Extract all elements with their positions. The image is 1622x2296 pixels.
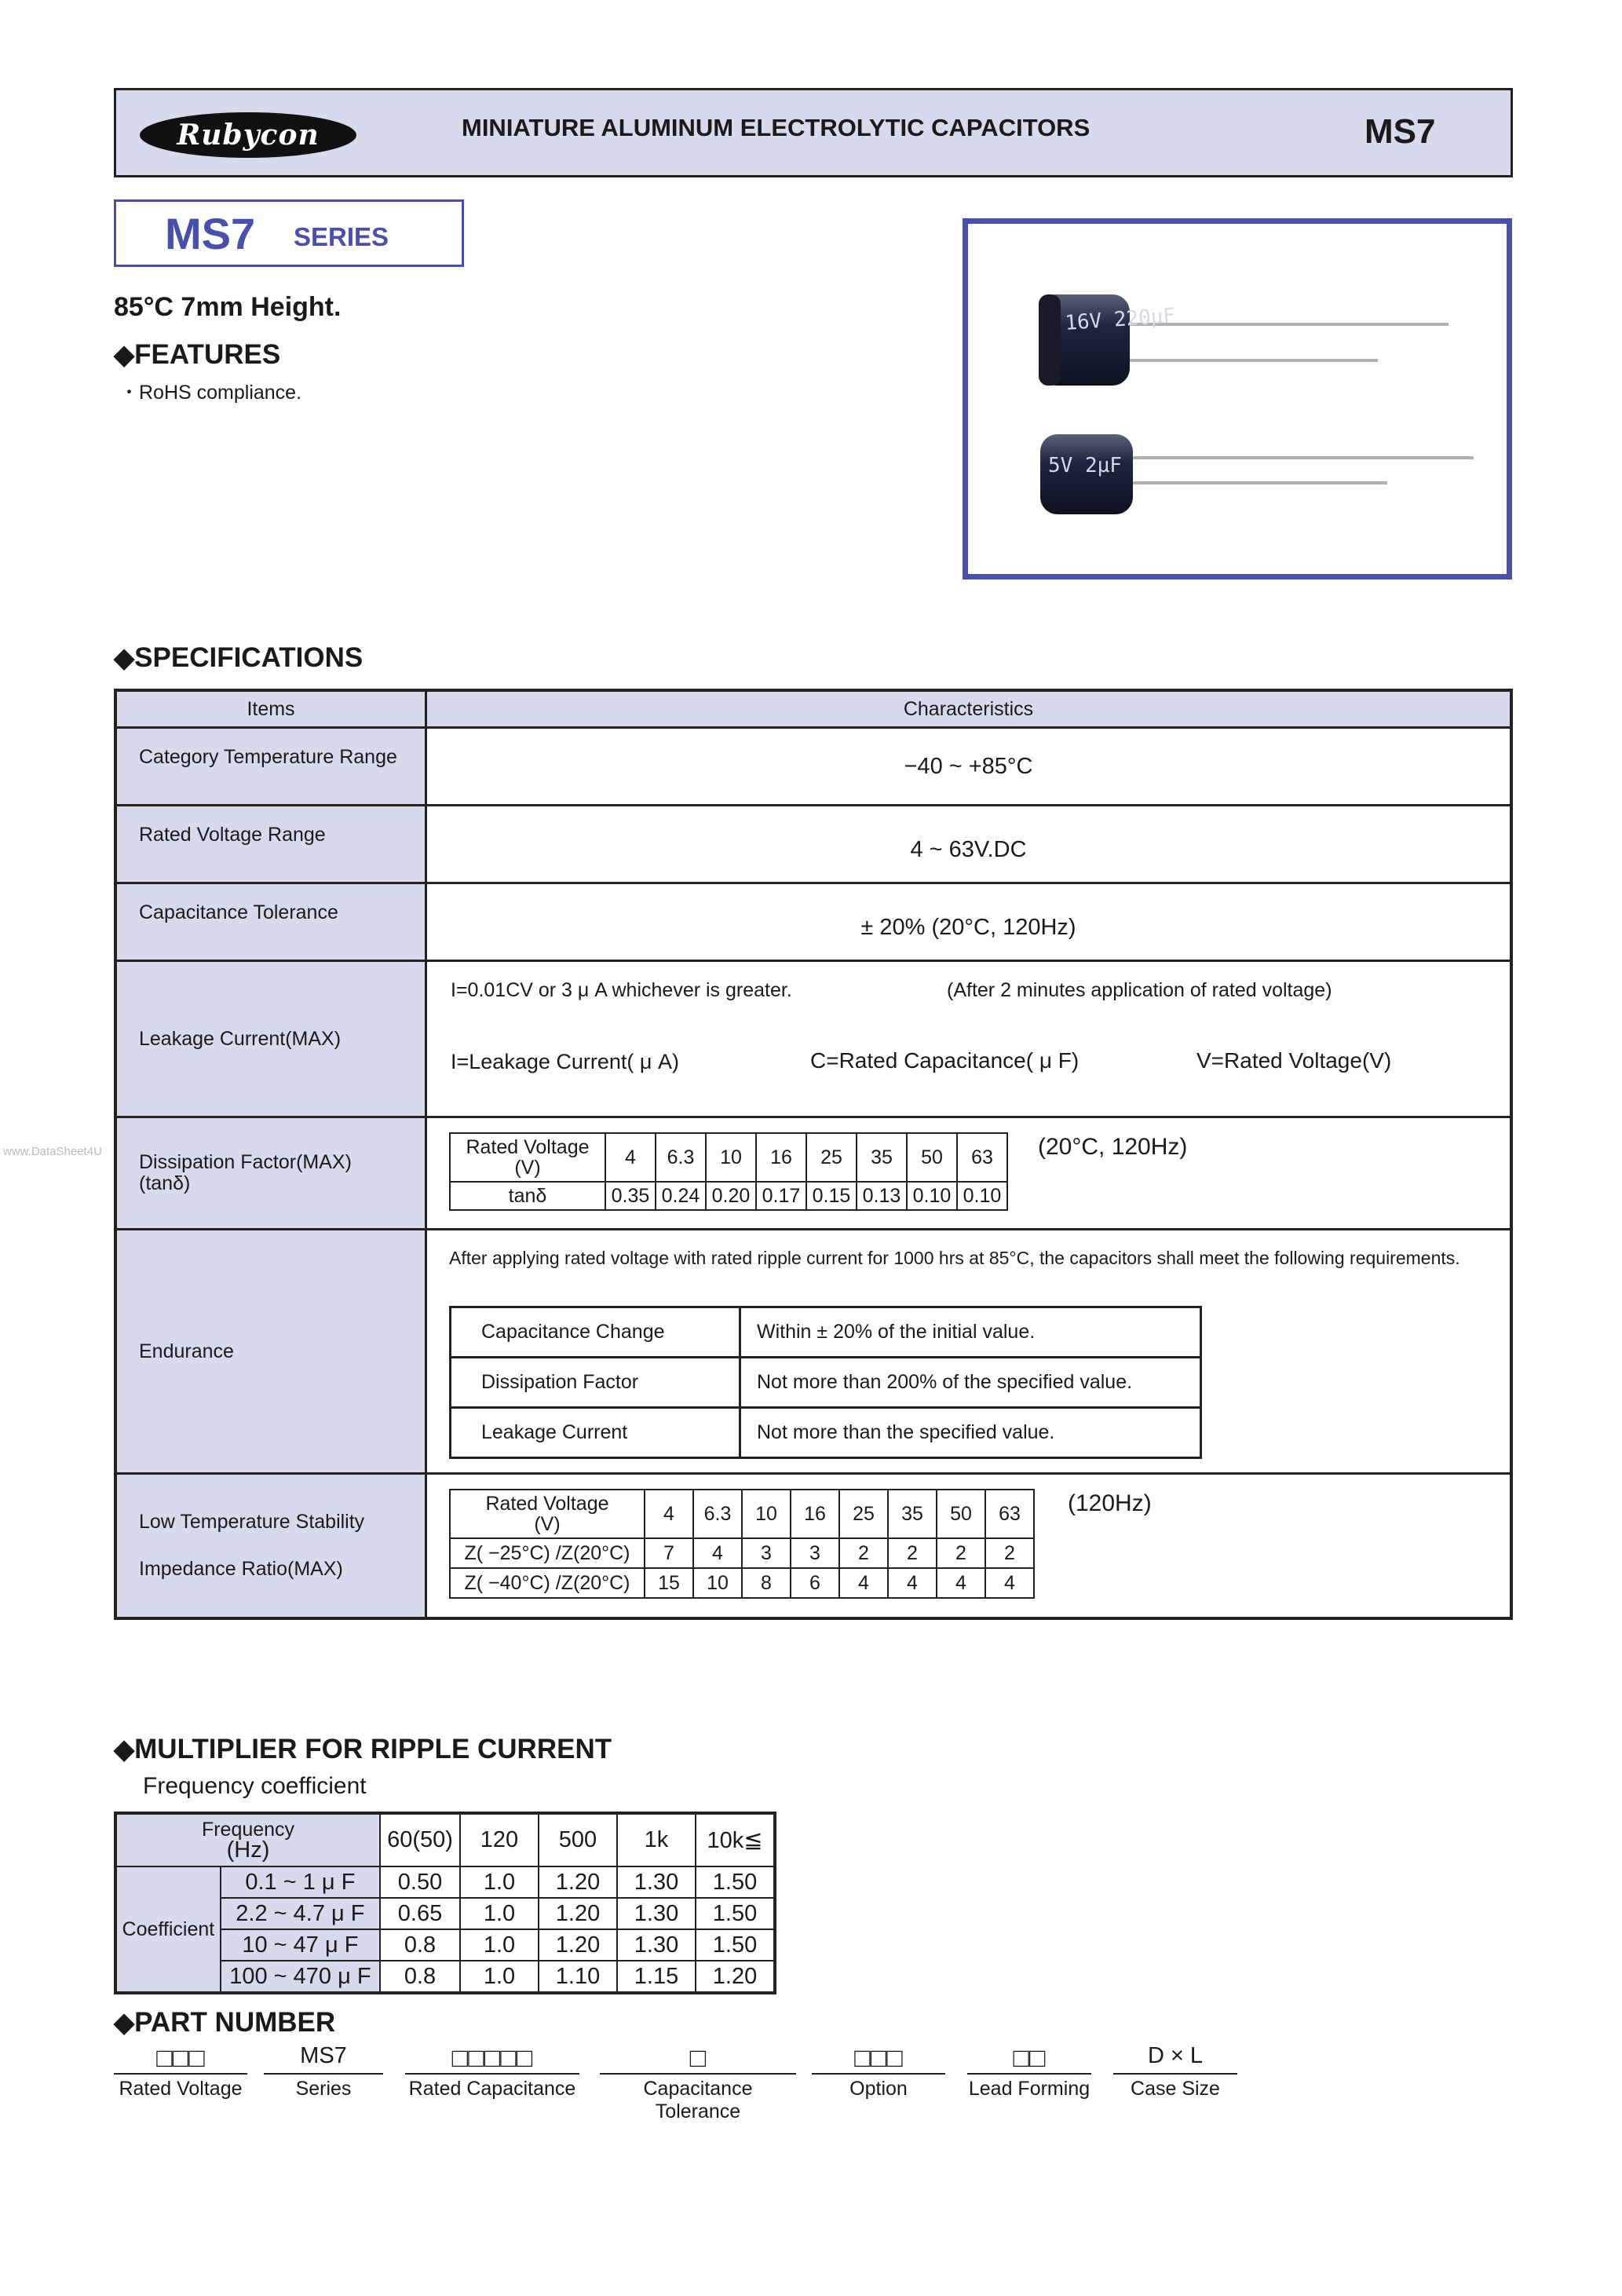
pn-field-series: MS7 Series: [264, 2043, 383, 2100]
endurance-text: After applying rated voltage with rated ripple current for 1000 hrs at 85°C, the capacitors shall meet the following requirements.: [449, 1248, 1460, 1268]
lts-value: 7: [645, 1538, 693, 1568]
specifications-heading: ◆SPECIFICATIONS: [114, 642, 363, 673]
specifications-table: [114, 689, 1513, 1620]
coef-value: 0.50: [380, 1866, 460, 1898]
endurance-item: Leakage Current: [451, 1408, 740, 1458]
coef-value: 1.50: [696, 1929, 775, 1961]
coef-value: 1.0: [460, 1898, 539, 1929]
lts-voltage: 4: [645, 1490, 693, 1538]
coef-value: 1.50: [696, 1866, 775, 1898]
voltage-value: 4 ~ 63V.DC: [910, 836, 1027, 862]
df-label: Dissipation Factor(MAX) (tanδ): [115, 1117, 426, 1230]
endurance-label: Endurance: [115, 1230, 426, 1474]
endurance-value: Within ± 20% of the initial value.: [740, 1307, 1201, 1358]
coef-value: 1.0: [460, 1929, 539, 1961]
ripple-subheading: Frequency coefficient: [143, 1773, 367, 1799]
df-voltage: 10: [706, 1133, 756, 1182]
lts-cell: [426, 1474, 1512, 1618]
lts-voltage: 63: [985, 1490, 1034, 1538]
product-photo: [963, 218, 1512, 579]
pn-field-rated-capacitance: □□□□□ Rated Capacitance: [405, 2043, 579, 2100]
lts-row-label: Z( −40°C) /Z(20°C): [450, 1568, 645, 1598]
watermark: www.DataSheet4U: [3, 1145, 102, 1158]
endurance-table: [449, 1306, 1202, 1459]
cap-range: 0.1 ~ 1 μ F: [221, 1866, 380, 1898]
freq-value: 60(50): [380, 1813, 460, 1866]
lts-value: 3: [791, 1538, 839, 1568]
coef-value: 1.10: [539, 1961, 617, 1993]
pn-field-capacitance-tolerance: □ Capacitance Tolerance: [600, 2043, 796, 2123]
lts-value: 8: [742, 1568, 791, 1598]
lts-voltage: 50: [937, 1490, 985, 1538]
lts-condition: (120Hz): [1068, 1490, 1152, 1516]
lts-value: 2: [888, 1538, 937, 1568]
lts-voltage: 10: [742, 1490, 791, 1538]
leakage-note: (After 2 minutes application of rated voltage): [947, 979, 1332, 1001]
lts-voltage: 16: [791, 1490, 839, 1538]
coef-value: 1.30: [617, 1929, 696, 1961]
df-value: 0.24: [656, 1182, 706, 1210]
pn-field-rated-voltage: □□□ Rated Voltage: [114, 2043, 247, 2100]
leakage-c: C=Rated Capacitance( μ F): [810, 1048, 1080, 1073]
leakage-i: I=Leakage Current( μ A): [451, 1050, 679, 1073]
rubycon-logo: Rubycon: [140, 112, 356, 158]
svg-text:16V 220µF: 16V 220µF: [1064, 304, 1177, 335]
temp-value-cell: [426, 728, 1512, 806]
col-items: Items: [115, 690, 426, 728]
df-value: 0.35: [605, 1182, 656, 1210]
subtitle: 85°C 7mm Height.: [114, 292, 342, 322]
endurance-cell: [426, 1230, 1512, 1474]
svg-text:5V 2µF: 5V 2µF: [1048, 454, 1122, 477]
df-header: Rated Voltage (V): [450, 1133, 605, 1182]
part-number-heading: ◆PART NUMBER: [114, 2007, 336, 2038]
tolerance-label: Capacitance Tolerance: [115, 883, 426, 961]
leakage-formula: I=0.01CV or 3 μ A whichever is greater.: [451, 979, 792, 1001]
freq-value: 10k≦: [696, 1813, 775, 1866]
endurance-item: Capacitance Change: [451, 1307, 740, 1358]
capacitor-photo-icon: [968, 224, 1507, 574]
df-voltage: 6.3: [656, 1133, 706, 1182]
lts-value: 4: [839, 1568, 888, 1598]
lts-row-label: Z( −25°C) /Z(20°C): [450, 1538, 645, 1568]
cap-range: 10 ~ 47 μ F: [221, 1929, 380, 1961]
ripple-heading: ◆MULTIPLIER FOR RIPPLE CURRENT: [114, 1734, 612, 1764]
diamond-bullet-icon: ◆: [114, 340, 135, 370]
series-label: SERIES: [294, 222, 389, 251]
df-value: 0.17: [756, 1182, 806, 1210]
df-row-label: tanδ: [450, 1182, 605, 1210]
df-voltage: 25: [806, 1133, 857, 1182]
df-table: [449, 1132, 1008, 1211]
lts-voltage: 35: [888, 1490, 937, 1538]
coef-value: 1.15: [617, 1961, 696, 1993]
coef-value: 1.0: [460, 1961, 539, 1993]
voltage-label: Rated Voltage Range: [115, 806, 426, 883]
leakage-label: Leakage Current(MAX): [115, 961, 426, 1117]
df-value: 0.10: [907, 1182, 957, 1210]
df-condition: (20°C, 120Hz): [1038, 1134, 1188, 1160]
df-voltage: 50: [907, 1133, 957, 1182]
freq-value: 120: [460, 1813, 539, 1866]
lts-value: 4: [985, 1568, 1034, 1598]
lts-value: 4: [937, 1568, 985, 1598]
lts-value: 2: [839, 1538, 888, 1568]
lts-value: 10: [693, 1568, 742, 1598]
header-title: MINIATURE ALUMINUM ELECTROLYTIC CAPACITORS: [462, 114, 1090, 141]
lts-table: [449, 1489, 1035, 1599]
coef-value: 1.30: [617, 1866, 696, 1898]
lts-value: 3: [742, 1538, 791, 1568]
header-series-code: MS7: [1364, 112, 1436, 151]
lts-voltage: 25: [839, 1490, 888, 1538]
df-voltage: 16: [756, 1133, 806, 1182]
df-voltage: 63: [957, 1133, 1007, 1182]
pn-field-case-size: D × L Case Size: [1113, 2043, 1237, 2100]
lts-value: 2: [937, 1538, 985, 1568]
df-value: 0.15: [806, 1182, 857, 1210]
coef-value: 1.20: [539, 1866, 617, 1898]
freq-header: Frequency (Hz): [115, 1813, 380, 1866]
coef-value: 0.8: [380, 1929, 460, 1961]
endurance-value: Not more than the specified value.: [740, 1408, 1201, 1458]
lts-value: 2: [985, 1538, 1034, 1568]
coef-value: 1.50: [696, 1898, 775, 1929]
features-heading: ◆FEATURES: [114, 339, 281, 370]
leakage-cell: [426, 961, 1512, 1117]
ripple-table: [114, 1812, 776, 1994]
coef-value: 1.0: [460, 1866, 539, 1898]
leakage-v: V=Rated Voltage(V): [1196, 1048, 1392, 1073]
lts-header: Rated Voltage (V): [450, 1490, 645, 1538]
df-cell: [426, 1117, 1512, 1230]
lts-voltage: 6.3: [693, 1490, 742, 1538]
lts-label: Low Temperature Stability Impedance Ratio(MAX): [115, 1474, 426, 1618]
series-name: MS7: [165, 209, 256, 258]
pn-field-option: □□□ Option: [812, 2043, 945, 2100]
diamond-bullet-icon: ◆: [114, 1735, 135, 1764]
temp-label: Category Temperature Range: [115, 728, 426, 806]
lts-value: 4: [888, 1568, 937, 1598]
diamond-bullet-icon: ◆: [114, 643, 135, 673]
freq-value: 500: [539, 1813, 617, 1866]
coef-value: 1.20: [539, 1929, 617, 1961]
cap-range: 2.2 ~ 4.7 μ F: [221, 1898, 380, 1929]
temp-value: −40 ~ +85°C: [904, 753, 1033, 779]
col-characteristics: Characteristics: [426, 690, 1512, 728]
coef-value: 0.65: [380, 1898, 460, 1929]
tolerance-value-cell: [426, 883, 1512, 961]
coef-value: 0.8: [380, 1961, 460, 1993]
coef-value: 1.20: [696, 1961, 775, 1993]
endurance-item: Dissipation Factor: [451, 1358, 740, 1408]
lts-value: 15: [645, 1568, 693, 1598]
tolerance-value: ± 20% (20°C, 120Hz): [860, 914, 1076, 940]
series-box: [114, 199, 464, 267]
lts-value: 4: [693, 1538, 742, 1568]
df-value: 0.13: [857, 1182, 907, 1210]
coef-label: Coefficient: [115, 1866, 221, 1993]
diamond-bullet-icon: ◆: [114, 2008, 135, 2038]
lts-value: 6: [791, 1568, 839, 1598]
coef-value: 1.20: [539, 1898, 617, 1929]
df-voltage: 35: [857, 1133, 907, 1182]
voltage-value-cell: [426, 806, 1512, 883]
df-value: 0.10: [957, 1182, 1007, 1210]
pn-field-lead-forming: □□ Lead Forming: [968, 2043, 1090, 2100]
header-banner: [114, 88, 1513, 177]
df-value: 0.20: [706, 1182, 756, 1210]
cap-range: 100 ~ 470 μ F: [221, 1961, 380, 1993]
freq-value: 1k: [617, 1813, 696, 1866]
endurance-value: Not more than 200% of the specified value.: [740, 1358, 1201, 1408]
features-item: ・RoHS compliance.: [119, 382, 302, 404]
coef-value: 1.30: [617, 1898, 696, 1929]
df-voltage: 4: [605, 1133, 656, 1182]
